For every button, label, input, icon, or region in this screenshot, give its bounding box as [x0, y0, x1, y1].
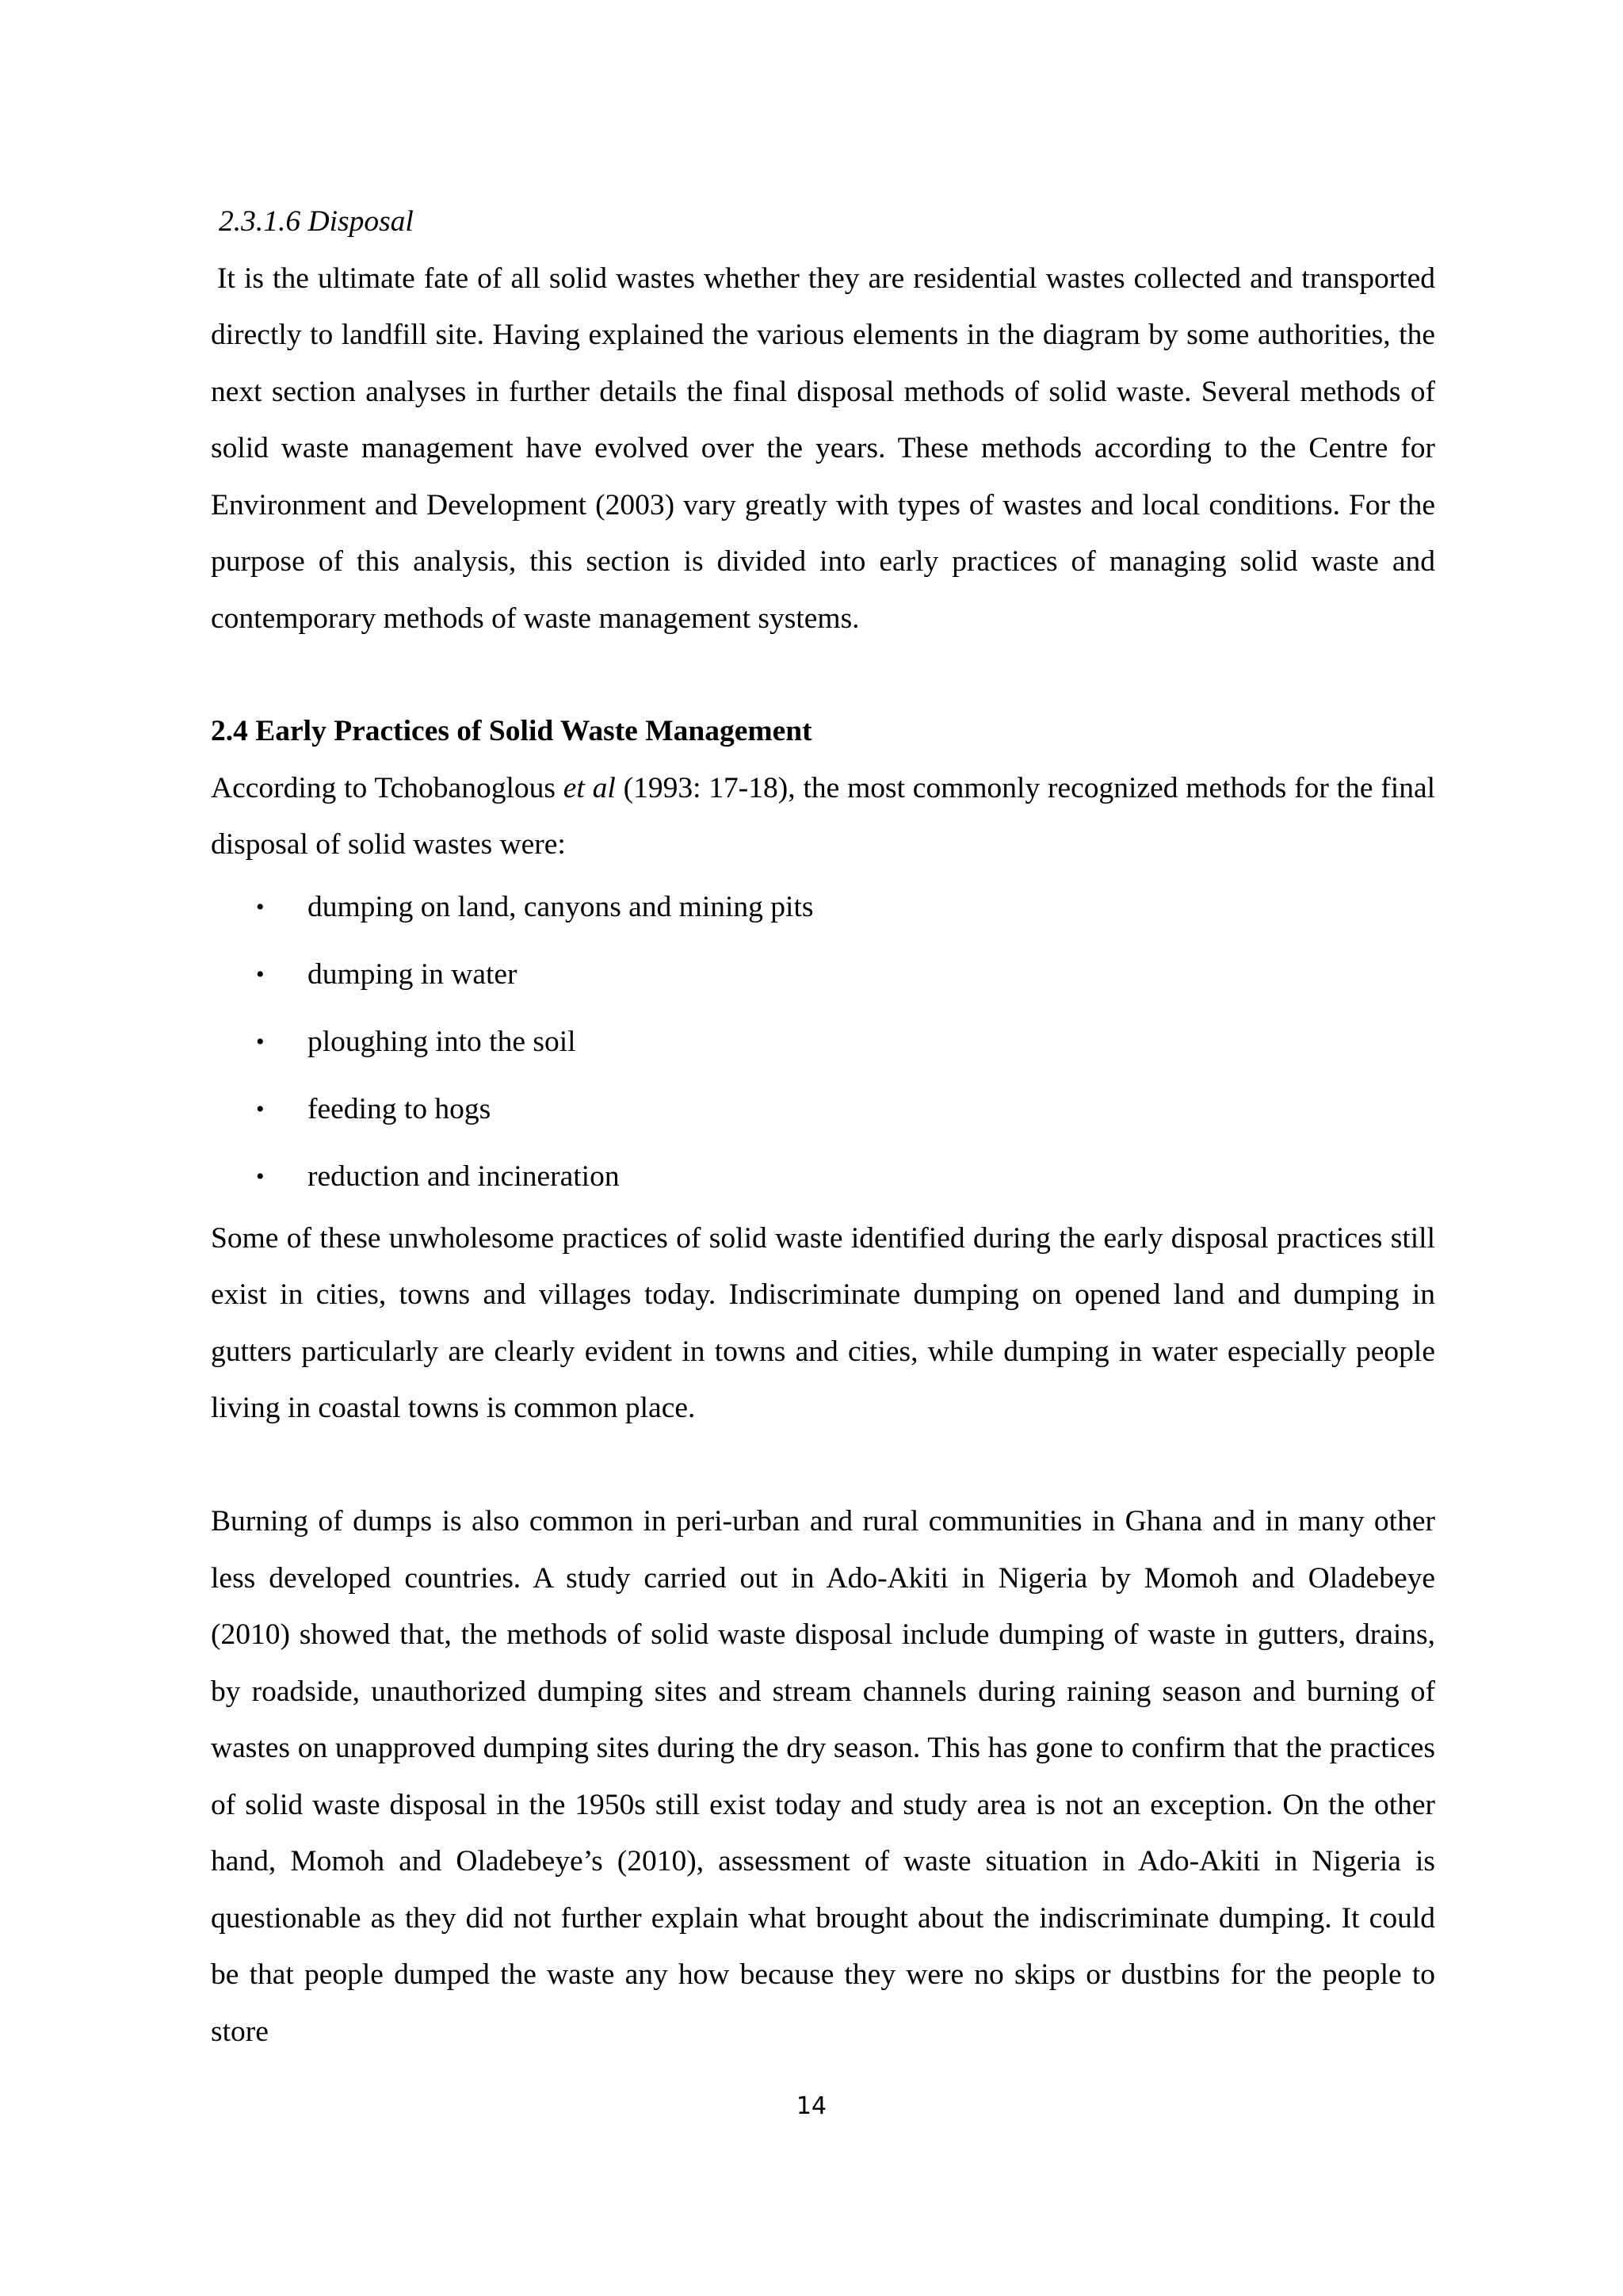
- paragraph-burning-dumps: Burning of dumps is also common in peri-urban and rural communities in Ghana and in many other less developed countries. A study carried out in Ado-Akiti in Nigeria by Momoh and Oladebeye (2010) showed that, the methods of solid waste disposal include dumping of waste in gutters, drains, by roadside, unauthorized dumping sites and stream channels during raining season and burning of wastes on unapproved dumping sites during the dry season. This has gone to confirm that the practices of solid waste disposal in the 1950s still exist today and study area is not an exception. On the other hand, Momoh and Oladebeye’s (2010), assessment of waste situation in Ado-Akiti in Nigeria is questionable as they did not further explain what brought about the indiscriminate dumping. It could be that people dumped the waste any how because they were no skips or dustbins for the people to store: [211, 1505, 1435, 2048]
- list-item-text: ploughing into the soil: [307, 1025, 576, 1058]
- list-item: [211, 1008, 1435, 1075]
- list-item: [211, 873, 1435, 941]
- paragraph-disposal: It is the ultimate fate of all solid wastes whether they are residential wastes collected and transported directly to landfill site. Having explained the various elements in the diagram by some authorities, the next section analyses in further details the final disposal methods of solid waste. Several methods of solid waste management have evolved over the years. These methods according to the Centre for Environment and Development (2003) vary greatly with types of wastes and local conditions. For the purpose of this analysis, this section is divided into early practices of managing solid waste and contemporary methods of waste management systems.: [211, 262, 1435, 635]
- disposal-methods-list: [211, 873, 1435, 1210]
- para2-text-after: (1993: 17-18), the most commonly recognized methods for the final disposal of solid wastes were:: [211, 771, 1436, 861]
- list-item-text: feeding to hogs: [307, 1092, 491, 1125]
- bullet-icon: •: [256, 893, 265, 920]
- paragraph-gap: [211, 1437, 1435, 1494]
- list-item: [211, 1143, 1435, 1210]
- bullet-icon: •: [256, 1028, 265, 1055]
- subsection-heading: 2.3.1.6 Disposal: [219, 205, 414, 238]
- paragraph-unwholesome-practices: Some of these unwholesome practices of solid waste identified during the early disposal practices still exist in cities, towns and villages today. Indiscriminate dumping on opened land and dumping in gutters particularly are clearly evident in towns and cities, while dumping in water especially people living in coastal towns is common place.: [211, 1221, 1435, 1424]
- page-number: 14: [796, 2092, 827, 2120]
- section-heading: 2.4 Early Practices of Solid Waste Management: [211, 715, 812, 747]
- bullet-icon: •: [256, 1163, 265, 1190]
- para2-text-before: According to Tchobanoglous: [211, 771, 563, 804]
- page-content: [211, 193, 1435, 2060]
- list-item-text: reduction and incineration: [307, 1159, 620, 1193]
- bullet-icon: •: [256, 1095, 265, 1122]
- paragraph-tchobanoglous: [211, 760, 1435, 873]
- list-item: [211, 941, 1435, 1008]
- para2-et-al: et al: [563, 771, 616, 804]
- list-item-text: dumping in water: [307, 957, 517, 991]
- bullet-icon: •: [256, 961, 265, 988]
- list-item: [211, 1075, 1435, 1143]
- list-item-text: dumping on land, canyons and mining pits: [307, 890, 814, 923]
